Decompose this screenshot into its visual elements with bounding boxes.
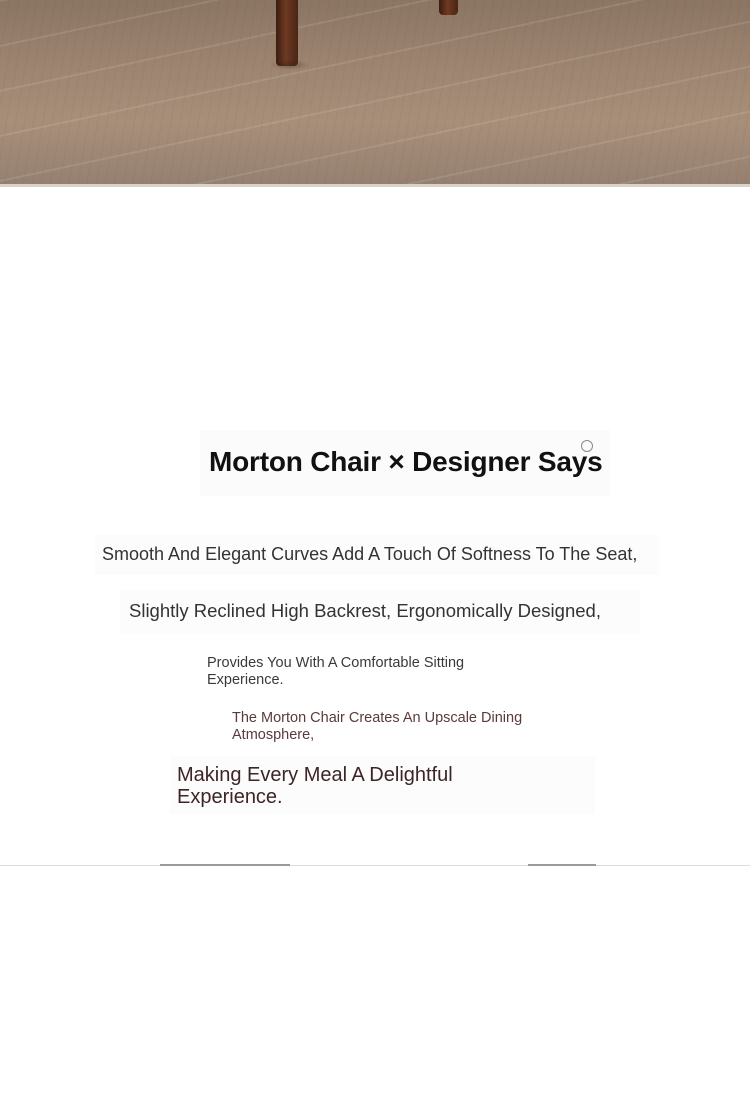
chair-leg (439, 0, 458, 15)
section-divider (0, 865, 750, 866)
description-line-2: Slightly Reclined High Backrest, Ergonomically Designed, (129, 600, 601, 621)
description-line-1: Smooth And Elegant Curves Add A Touch Of Softness To The Seat, (102, 544, 638, 564)
circle-outline-icon (581, 440, 593, 452)
divider-mark (160, 864, 290, 866)
description-line-5: Making Every Meal A Delightful Experience. (177, 764, 453, 808)
photo-bottom-edge (0, 184, 750, 187)
chair-leg (276, 0, 298, 66)
page-title: Morton Chair × Designer Says (209, 446, 603, 477)
description-line-4: The Morton Chair Creates An Upscale Dining Atmosphere, (232, 710, 523, 743)
chair-leg-shadow (270, 60, 310, 70)
floor-photo (0, 0, 750, 186)
divider-mark (528, 864, 596, 866)
description-line-3: Provides You With A Comfortable Sitting Experience. (207, 655, 465, 688)
